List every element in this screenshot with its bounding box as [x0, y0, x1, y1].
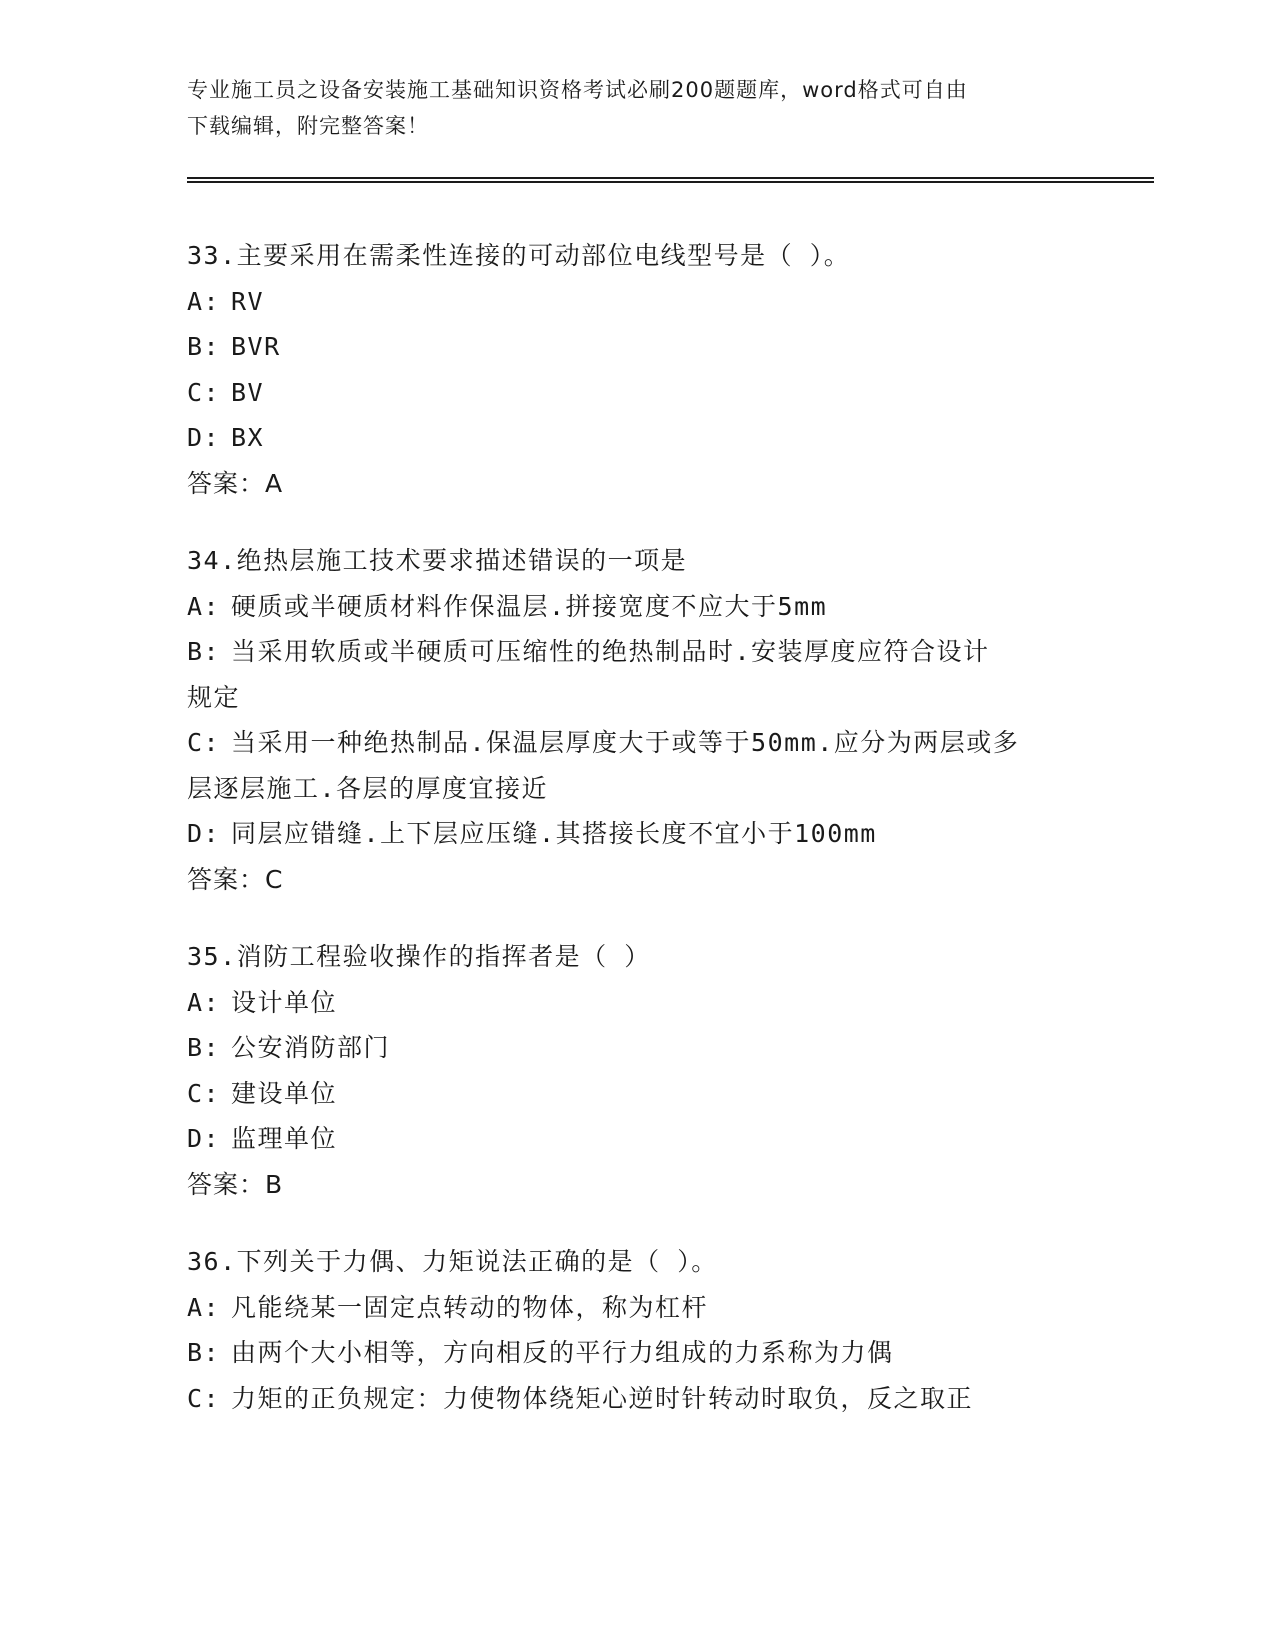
option-text: 当采用一种绝热制品.保温层厚度大于或等于50mm.应分为两层或多 [231, 728, 1020, 757]
option-text: 监理单位 [231, 1124, 338, 1153]
question-title: 35.消防工程验收操作的指挥者是（ ） [187, 942, 651, 971]
option-b [187, 324, 1087, 370]
option-text: 当采用软质或半硬质可压缩性的绝热制品时.安装厚度应符合设计 [231, 637, 990, 666]
option-d [187, 415, 1087, 461]
question-title: 34.绝热层施工技术要求描述错误的一项是 [187, 546, 688, 575]
header-divider-top [187, 177, 1154, 179]
option-key: C: [187, 1383, 221, 1413]
question-35 [187, 934, 1087, 1207]
option-key: A: [187, 987, 221, 1017]
option-key: A: [187, 591, 221, 621]
option-c [187, 720, 1087, 766]
option-text: 同层应错缝.上下层应压缝.其搭接长度不宜小于100mm [231, 819, 877, 848]
question-36 [187, 1239, 1087, 1421]
option-text: BVR [231, 332, 281, 361]
question-34 [187, 538, 1087, 902]
option-text: 凡能绕某一固定点转动的物体，称为杠杆 [231, 1292, 709, 1322]
option-key: C: [187, 1078, 221, 1108]
option-text: 由两个大小相等，方向相反的平行力组成的力系称为力偶 [231, 1338, 894, 1367]
option-b [187, 1025, 1087, 1071]
option-key: B: [187, 1338, 221, 1367]
question-33 [187, 233, 1087, 506]
question-list [187, 233, 1087, 1453]
option-a [187, 1285, 1087, 1331]
question-title: 36.下列关于力偶、力矩说法正确的是（ ）。 [187, 1247, 718, 1276]
answer-label: 答案：B [187, 1169, 284, 1199]
question-title: 33.主要采用在需柔性连接的可动部位电线型号是（ ）。 [187, 241, 851, 270]
option-text: RV [231, 286, 265, 316]
option-key: C: [187, 728, 221, 757]
option-d [187, 1116, 1087, 1162]
option-key: D: [187, 1124, 221, 1153]
option-b [187, 629, 1087, 675]
option-key: B: [187, 332, 221, 361]
option-c [187, 1071, 1087, 1117]
option-key: D: [187, 819, 221, 848]
document-header [187, 72, 1067, 144]
option-key: B: [187, 1033, 221, 1062]
option-a [187, 584, 1087, 630]
header-line-1: 专业施工员之设备安装施工基础知识资格考试必刷200题题库，word格式可自由 [187, 78, 968, 102]
option-c-continuation: 层逐层施工.各层的厚度宜接近 [187, 773, 549, 803]
option-d [187, 811, 1087, 857]
option-b-continuation: 规定 [187, 682, 241, 712]
option-text: BV [231, 377, 265, 407]
header-line-2: 下载编辑，附完整答案！ [187, 114, 429, 138]
option-text: 公安消防部门 [231, 1033, 391, 1062]
option-a [187, 980, 1087, 1026]
option-key: B: [187, 637, 221, 666]
option-key: D: [187, 423, 221, 452]
option-text: 设计单位 [231, 987, 338, 1017]
option-text: BX [231, 423, 265, 452]
option-key: A: [187, 286, 221, 316]
option-c [187, 370, 1087, 416]
option-b [187, 1330, 1087, 1376]
header-divider-bottom [187, 181, 1154, 183]
option-a [187, 279, 1087, 325]
option-text: 硬质或半硬质材料作保温层.拼接宽度不应大于5mm [231, 591, 828, 621]
option-c [187, 1376, 1087, 1422]
option-key: A: [187, 1292, 221, 1322]
option-key: C: [187, 377, 221, 407]
option-text: 建设单位 [231, 1078, 338, 1108]
answer-label: 答案：C [187, 864, 284, 894]
option-text: 力矩的正负规定：力使物体绕矩心逆时针转动时取负，反之取正 [231, 1383, 974, 1413]
answer-label: 答案：A [187, 468, 284, 498]
